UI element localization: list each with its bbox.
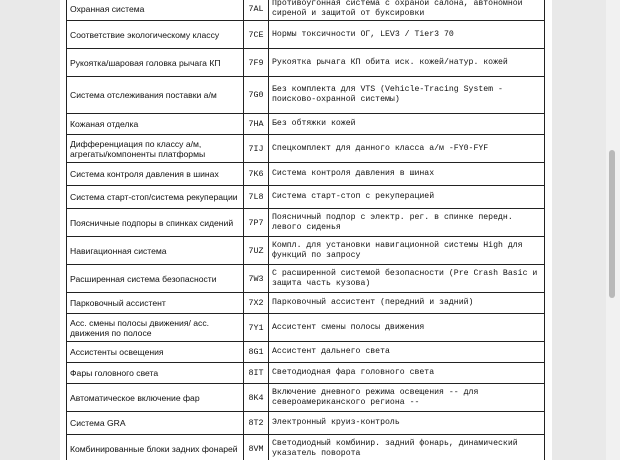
table-row <box>67 163 545 186</box>
table-row <box>67 77 545 114</box>
row-name: Расширенная система безопасности <box>67 265 244 293</box>
row-desc: Включение дневного режима освещения -- для североамериканского региона -- <box>269 384 545 412</box>
row-name: Навигационная система <box>67 237 244 265</box>
row-name: Асс. смены полосы движения/ асс. движения по полосе <box>67 314 244 342</box>
row-name: Комбинированные блоки задних фонарей <box>67 435 244 460</box>
row-name: Поясничные подпоры в спинках сидений <box>67 209 244 237</box>
row-code: 8K4 <box>244 384 269 412</box>
row-code: 7L8 <box>244 186 269 209</box>
row-name: Соответствие экологическому классу <box>67 21 244 49</box>
table-row <box>67 0 545 21</box>
row-name: Система старт-стоп/система рекуперации <box>67 186 244 209</box>
table-row <box>67 186 545 209</box>
row-code: 7W3 <box>244 265 269 293</box>
table-row <box>67 412 545 435</box>
row-name: Парковочный ассистент <box>67 293 244 314</box>
row-name: Кожаная отделка <box>67 114 244 135</box>
row-code: 7P7 <box>244 209 269 237</box>
row-name: Система контроля давления в шинах <box>67 163 244 186</box>
row-desc: Спецкомплект для данного класса а/м -FY0-FYF <box>269 135 545 163</box>
row-desc: Система старт-стоп с рекуперацией <box>269 186 545 209</box>
row-desc: Парковочный ассистент (передний и задний) <box>269 293 545 314</box>
row-desc: Система контроля давления в шинах <box>269 163 545 186</box>
row-name: Система GRA <box>67 412 244 435</box>
table-row <box>67 342 545 363</box>
row-desc: Светодиодный комбинир. задний фонарь, динамический указатель поворота <box>269 435 545 460</box>
row-desc: Без комплекта для VTS (Vehicle-Tracing System - поисково-охранной системы) <box>269 77 545 114</box>
table-row <box>67 363 545 384</box>
row-desc: Поясничный подпор с электр. рег. в спинке передн. левого сиденья <box>269 209 545 237</box>
row-code: 7IJ <box>244 135 269 163</box>
row-code: 7Y1 <box>244 314 269 342</box>
row-code: 7UZ <box>244 237 269 265</box>
row-name: Ассистенты освещения <box>67 342 244 363</box>
row-desc: Электронный круиз-контроль <box>269 412 545 435</box>
row-code: 7K6 <box>244 163 269 186</box>
row-desc: Светодиодная фара головного света <box>269 363 545 384</box>
row-desc: Противоугонная система с охраной салона, автономной сиреной и защитой от буксировки <box>269 0 545 21</box>
row-name: Система отслеживания поставки а/м <box>67 77 244 114</box>
row-desc: Без обтяжки кожей <box>269 114 545 135</box>
table-row <box>67 135 545 163</box>
row-desc: Рукоятка рычага КП обита иск. кожей/натур. кожей <box>269 49 545 77</box>
equipment-table <box>66 0 545 460</box>
table-row <box>67 435 545 460</box>
row-name: Рукоятка/шаровая головка рычага КП <box>67 49 244 77</box>
row-desc: Ассистент смены полосы движения <box>269 314 545 342</box>
row-name: Охранная система <box>67 0 244 21</box>
row-code: 7X2 <box>244 293 269 314</box>
row-name: Фары головного света <box>67 363 244 384</box>
row-name: Автоматическое включение фар <box>67 384 244 412</box>
row-code: 7AL <box>244 0 269 21</box>
table-row <box>67 209 545 237</box>
row-code: 7HA <box>244 114 269 135</box>
vertical-scrollbar[interactable] <box>606 0 620 460</box>
table-row <box>67 265 545 293</box>
row-code: 7CE <box>244 21 269 49</box>
row-code: 8T2 <box>244 412 269 435</box>
row-code: 8G1 <box>244 342 269 363</box>
row-desc: Компл. для установки навигационной системы High для функций по запросу <box>269 237 545 265</box>
table-row <box>67 237 545 265</box>
table-row <box>67 21 545 49</box>
row-code: 8VM <box>244 435 269 460</box>
document-page <box>60 0 552 460</box>
table-row <box>67 384 545 412</box>
row-desc: С расширенной системой безопасности (Pre Crash Basic и защита часть кузова) <box>269 265 545 293</box>
table-row <box>67 49 545 77</box>
row-desc: Ассистент дальнего света <box>269 342 545 363</box>
row-code: 8IT <box>244 363 269 384</box>
row-name: Дифференциация по классу а/м, агрегаты/компоненты платформы <box>67 135 244 163</box>
scrollbar-thumb[interactable] <box>609 150 615 298</box>
table-row <box>67 114 545 135</box>
table-row <box>67 293 545 314</box>
row-code: 7G0 <box>244 77 269 114</box>
row-code: 7F9 <box>244 49 269 77</box>
row-desc: Нормы токсичности ОГ, LEV3 / Tier3 70 <box>269 21 545 49</box>
table-row <box>67 314 545 342</box>
